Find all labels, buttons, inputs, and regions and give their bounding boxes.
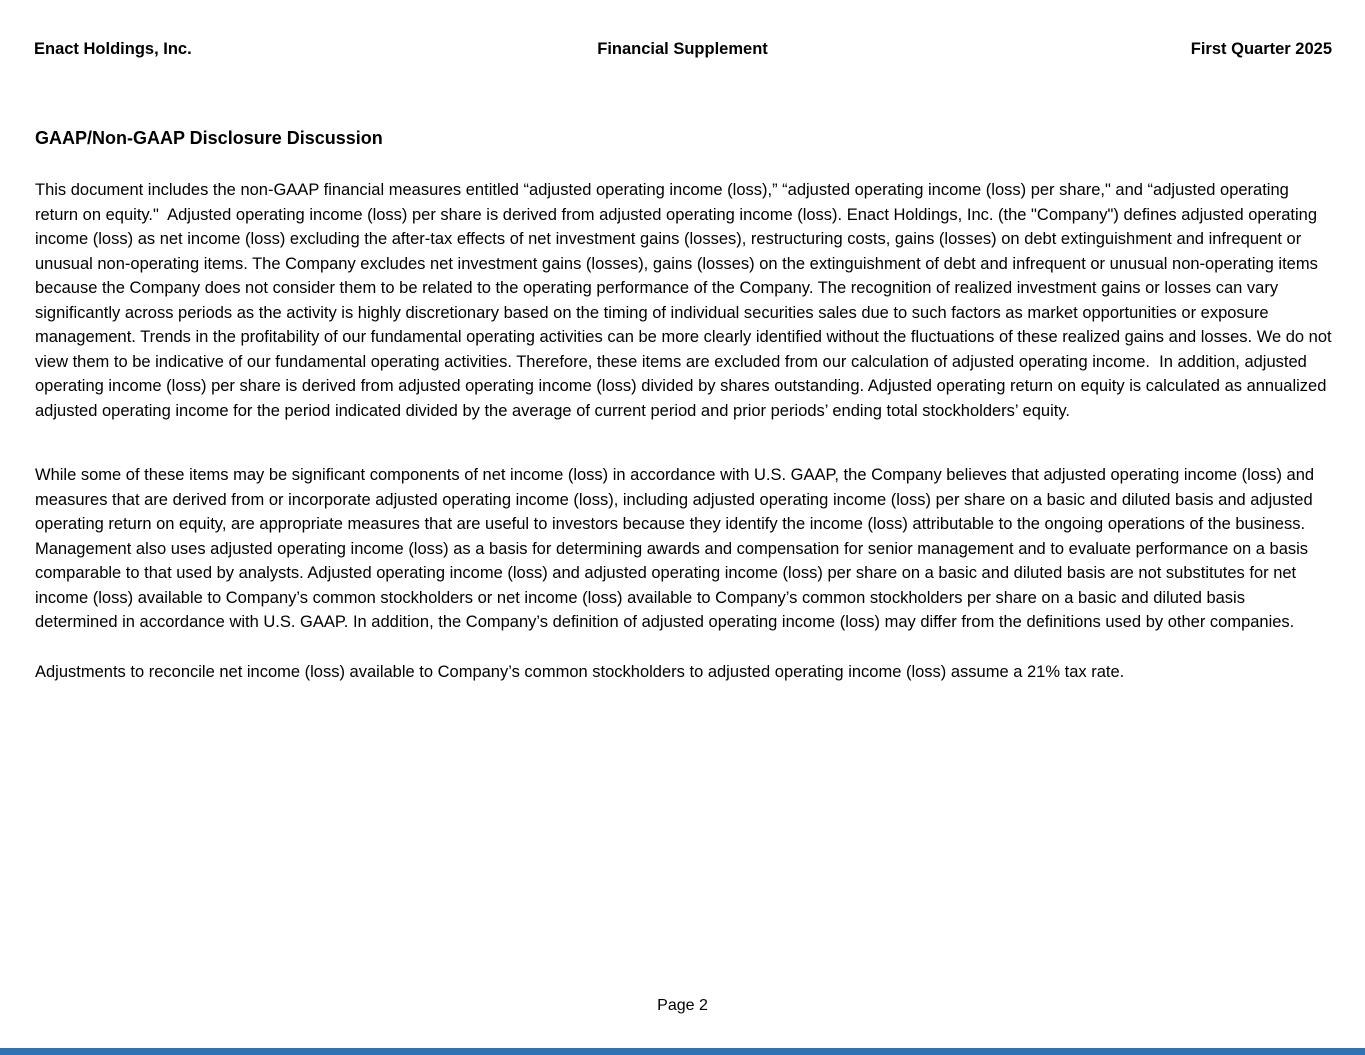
page-header — [0, 0, 1365, 58]
company-name: Enact Holdings, Inc. — [34, 40, 192, 58]
footer-accent-bar — [0, 1048, 1365, 1055]
paragraph-tax-rate: Adjustments to reconcile net income (loss) available to Company’s common stockholders to adjusted operating income (loss) assume a 21% tax rate. — [35, 662, 1125, 681]
document-title: Financial Supplement — [597, 40, 768, 58]
paragraph-definition: This document includes the non-GAAP financial measures entitled “adjusted operating income (loss),” “adjusted operating income (loss) per share," and “adjusted operating return on equity." Adjusted operating income (loss) per share is derived from adjusted operating income (loss). Enact Holdings, Inc. (the "Company") defines adjusted operating income (loss) as net income (loss) excluding the after-tax effects of net investment gains (losses), restructuring costs, gains (losses) on debt extinguishment and infrequent or unusual non-operating items. The Company excludes net investment gains (losses), gains (losses) on the extinguishment of debt and infrequent or unusual non-operating items because the Company does not consider them to be related to the operating performance of the Company. The recognition of realized investment gains or losses can vary significantly across periods as the activity is highly discretionary based on the timing of individual securities sales due to such factors as market opportunities or exposure management. Trends in the profitability of our fundamental operating activities can be more clearly identified without the fluctuations of these realized gains and losses. We do not view them to be indicative of our fundamental operating activities. Therefore, these items are excluded from our calculation of adjusted operating income. In addition, adjusted operating income (loss) per share is derived from adjusted operating income (loss) divided by shares outstanding. Adjusted operating return on equity is calculated as annualized adjusted operating income for the period indicated divided by the average of current period and prior periods’ ending total stockholders’ equity. — [35, 181, 1337, 420]
disclosure-text — [35, 178, 1337, 684]
page-content — [0, 128, 1365, 684]
page-number: Page 2 — [657, 997, 708, 1014]
period-label: First Quarter 2025 — [1190, 40, 1332, 58]
paragraph-usefulness: While some of these items may be significant components of net income (loss) in accordance with U.S. GAAP, the Company believes that adjusted operating income (loss) and measures that are derived from or incorporate adjusted operating income (loss), including adjusted operating income (loss) per share on a basic and diluted basis and adjusted operating return on equity, are appropriate measures that are useful to investors because they identify the income (loss) attributable to the ongoing operations of the business. Management also uses adjusted operating income (loss) as a basis for determining awards and compensation for senior management and to evaluate performance on a basis comparable to that used by analysts. Adjusted operating income (loss) and adjusted operating income (loss) per share on a basic and diluted basis are not substitutes for net income (loss) available to Company’s common stockholders or net income (loss) available to Company’s common stockholders per share on a basic and diluted basis determined in accordance with U.S. GAAP. In addition, the Company’s definition of adjusted operating income (loss) may differ from the definitions used by other companies. — [35, 466, 1319, 631]
section-title: GAAP/Non-GAAP Disclosure Discussion — [35, 128, 383, 148]
